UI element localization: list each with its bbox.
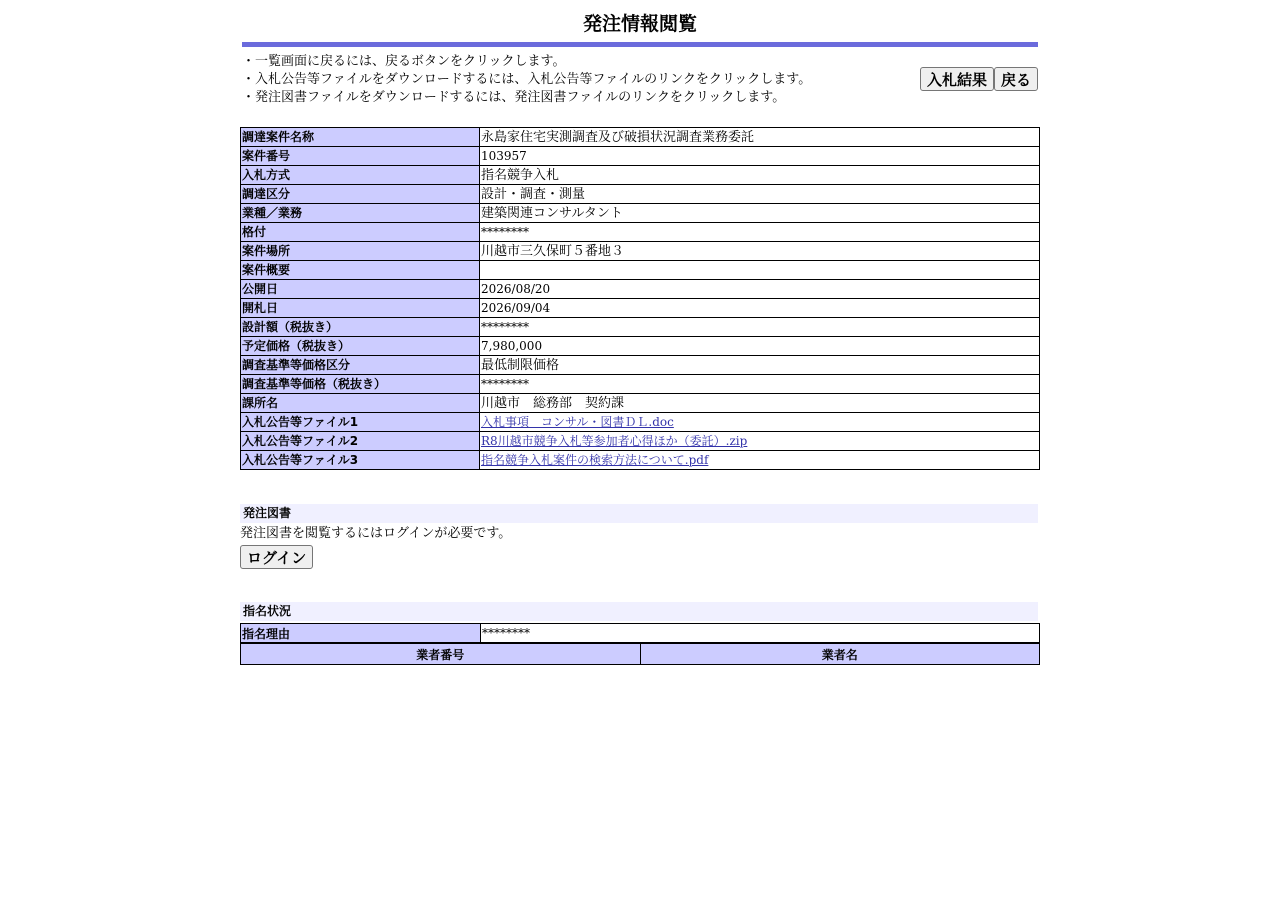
- procurement-detail-table: [240, 127, 1040, 470]
- nomination-reason-value: ********: [481, 624, 1040, 643]
- nomination-heading: 指名状況: [240, 602, 1038, 621]
- detail-row-base-price: [241, 375, 1040, 394]
- detail-value: 2026/08/20: [480, 280, 1040, 299]
- detail-row-rating: [241, 223, 1040, 242]
- detail-value: 設計・調査・測量: [480, 185, 1040, 204]
- vendor-header-row: [241, 644, 1040, 665]
- vendor-name-header: 業者名: [640, 644, 1040, 665]
- detail-value: ********: [480, 223, 1040, 242]
- instruction-item: ・発注図書ファイルをダウンロードするには、発注図書ファイルのリンクをクリックします。: [242, 90, 786, 105]
- detail-label: 公開日: [241, 280, 480, 299]
- file-download-link[interactable]: 入札事項 コンサル・図書ＤＬ.doc: [481, 414, 674, 429]
- page-container: [240, 0, 1040, 665]
- detail-value: [480, 261, 1040, 280]
- detail-value: 7,980,000: [480, 337, 1040, 356]
- detail-row-department: [241, 394, 1040, 413]
- instruction-item: ・入札公告等ファイルをダウンロードするには、入札公告等ファイルのリンクをクリックします。: [242, 72, 812, 87]
- detail-label: 入札公告等ファイル1: [241, 413, 480, 432]
- detail-label: 案件番号: [241, 147, 480, 166]
- detail-label: 予定価格（税抜き）: [241, 337, 480, 356]
- detail-label: 課所名: [241, 394, 480, 413]
- detail-value: 103957: [480, 147, 1040, 166]
- detail-row-industry: [241, 204, 1040, 223]
- nomination-reason-table: [240, 623, 1040, 643]
- vendor-number-header: 業者番号: [241, 644, 641, 665]
- file-download-link[interactable]: 指名競争入札案件の検索方法について.pdf: [481, 452, 709, 467]
- detail-label: 設計額（税抜き）: [241, 318, 480, 337]
- detail-row-file-2: [241, 432, 1040, 451]
- detail-value: [480, 432, 1040, 451]
- detail-row-opening-date: [241, 299, 1040, 318]
- detail-value: 建築関連コンサルタント: [480, 204, 1040, 223]
- detail-value: 川越市三久保町５番地３: [480, 242, 1040, 261]
- detail-value: [480, 451, 1040, 470]
- detail-value: 2026/09/04: [480, 299, 1040, 318]
- detail-label: 入札方式: [241, 166, 480, 185]
- top-button-group: [920, 67, 1038, 91]
- instruction-item: ・一覧画面に戻るには、戻るボタンをクリックします。: [242, 54, 566, 69]
- page-title: 発注情報閲覧: [582, 13, 697, 35]
- detail-row-file-3: [241, 451, 1040, 470]
- detail-label: 調達区分: [241, 185, 480, 204]
- instructions-area: [240, 47, 1040, 127]
- detail-row-category: [241, 185, 1040, 204]
- detail-value: ********: [480, 318, 1040, 337]
- login-required-message: 発注図書を閲覧するにはログインが必要です。: [240, 526, 512, 541]
- detail-label: 入札公告等ファイル2: [241, 432, 480, 451]
- detail-label: 格付: [241, 223, 480, 242]
- detail-value: [480, 413, 1040, 432]
- nomination-reason-row: [241, 624, 1040, 643]
- detail-label: 入札公告等ファイル3: [241, 451, 480, 470]
- detail-row-file-1: [241, 413, 1040, 432]
- detail-label: 案件概要: [241, 261, 480, 280]
- vendor-table: [240, 643, 1040, 665]
- detail-row-planned-price: [241, 337, 1040, 356]
- detail-value: ********: [480, 375, 1040, 394]
- detail-row-design-amount: [241, 318, 1040, 337]
- detail-row-overview: [241, 261, 1040, 280]
- file-download-link[interactable]: R8川越市競争入札等参加者心得ほか（委託）.zip: [481, 433, 748, 448]
- detail-row-bid-method: [241, 166, 1040, 185]
- detail-row-location: [241, 242, 1040, 261]
- detail-label: 調達案件名称: [241, 128, 480, 147]
- detail-label: 調査基準等価格（税抜き）: [241, 375, 480, 394]
- detail-row-case-number: [241, 147, 1040, 166]
- detail-row-case-name: [241, 128, 1040, 147]
- login-button[interactable]: ログイン: [240, 545, 313, 569]
- detail-value: 川越市 総務部 契約課: [480, 394, 1040, 413]
- detail-label: 調査基準等価格区分: [241, 356, 480, 375]
- detail-label: 業種／業務: [241, 204, 480, 223]
- back-button[interactable]: 戻る: [994, 67, 1038, 91]
- nomination-reason-label: 指名理由: [241, 624, 481, 643]
- detail-value: 永島家住宅実測調査及び破損状況調査業務委託: [480, 128, 1040, 147]
- detail-row-price-class: [241, 356, 1040, 375]
- detail-label: 案件場所: [241, 242, 480, 261]
- detail-value: 最低制限価格: [480, 356, 1040, 375]
- bid-result-button[interactable]: 入札結果: [920, 67, 994, 91]
- detail-row-publish-date: [241, 280, 1040, 299]
- detail-value: 指名競争入札: [480, 166, 1040, 185]
- order-docs-heading: 発注図書: [240, 504, 1038, 523]
- detail-label: 開札日: [241, 299, 480, 318]
